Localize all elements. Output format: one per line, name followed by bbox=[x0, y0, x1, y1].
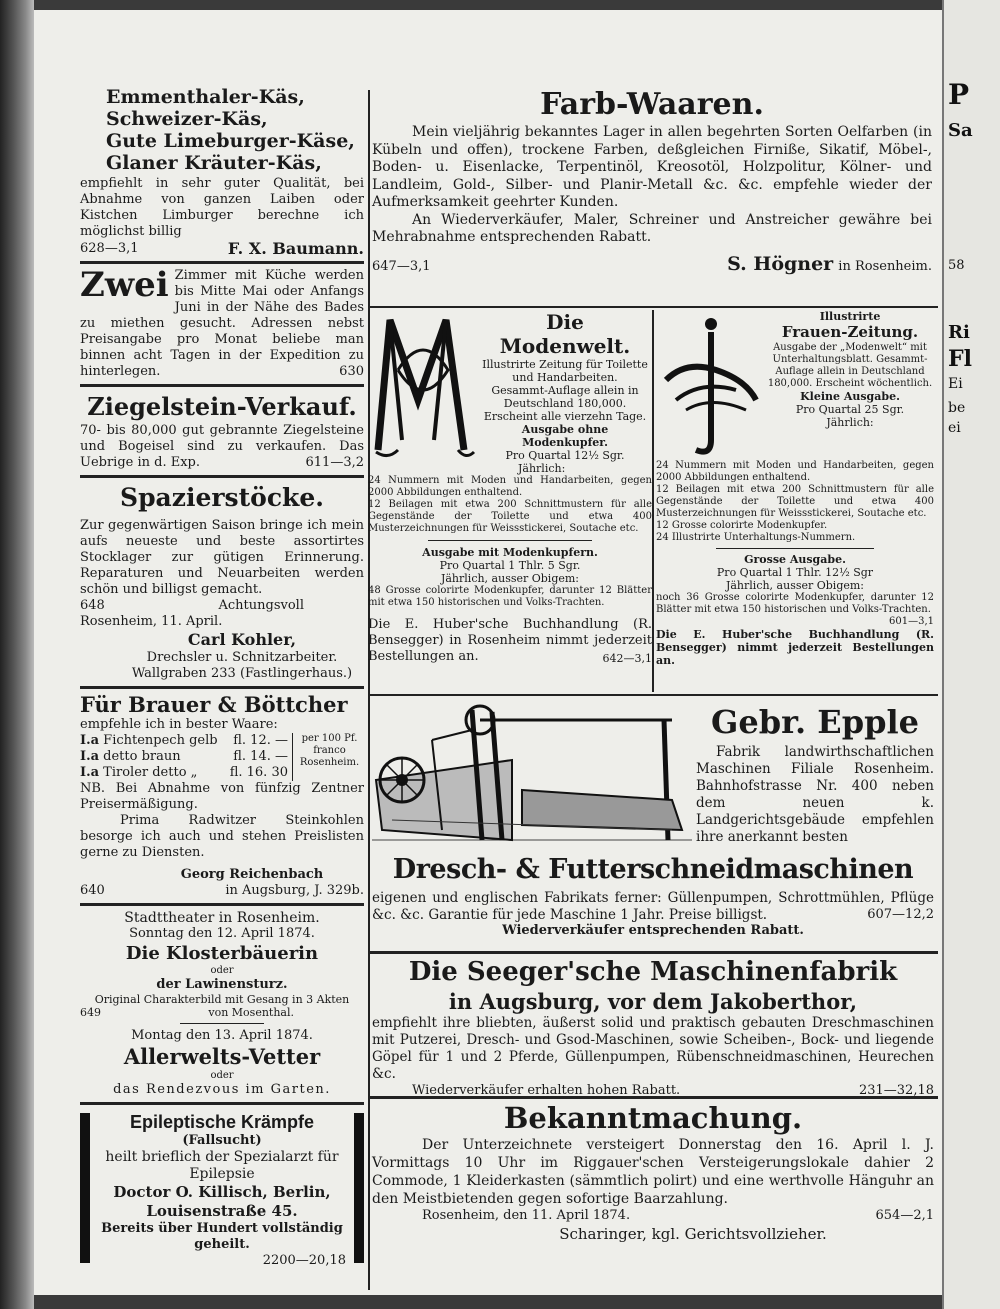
frauen-store: Die E. Huber'sche Buchhandlung (R. Bensegger) nimmt jederzeit Bestellungen an. bbox=[656, 628, 934, 667]
modenwelt-freq: Erscheint alle vierzehn Tage. bbox=[483, 410, 647, 423]
modenwelt-monogram bbox=[368, 310, 478, 460]
ziegel-body: 70- bis 80,000 gut gebrannte Ziegelsteine und Bogeisel sind zu verkaufen. Das Uebrige in d. Exp. bbox=[80, 423, 364, 470]
cheese-signature: F. X. Baumann. bbox=[227, 239, 364, 258]
cheese-line-3: Gute Limeburger-Käse, bbox=[106, 130, 355, 152]
modenwelt-items2: 48 Grosse colorirte Modenkupfer, darunter 12 Blätter mit etwa 150 historischen und Volks-Trachten. bbox=[368, 585, 652, 608]
modenwelt-yearly: Jährlich: bbox=[518, 462, 566, 475]
divider bbox=[80, 261, 364, 264]
epple-body: Fabrik landwirthschaftlichen Maschinen Filiale Rosenheim. Bahnhofstrasse Nr. 400 neben dem neuen k. Landgerichtsgebäude empfehlen ihre anerkannt besten bbox=[696, 744, 934, 845]
black-bar-right bbox=[354, 1113, 364, 1263]
spazier-code: 648 bbox=[80, 598, 105, 613]
frauen-yearly: Jährlich: bbox=[826, 416, 874, 429]
theater-ad bbox=[80, 910, 364, 1098]
brauer-side-note: per 100 Pf. franco Rosenheim. bbox=[292, 733, 364, 781]
farb-title: Farb-Waaren. bbox=[540, 87, 764, 122]
divider bbox=[80, 475, 364, 478]
epilepsy-code: 2200—20,18 bbox=[262, 1253, 346, 1268]
bekannt-code: 654—2,1 bbox=[875, 1208, 934, 1223]
modenwelt-item: 24 Nummern mit Moden und Handarbeiten, gegen 2000 Abbildungen enthaltend. bbox=[368, 475, 652, 498]
farb-place: in Rosenheim. bbox=[838, 258, 932, 274]
farb-body2: An Wiederverkäufer, Maler, Schreiner und Anstreicher gewähre bei Mehrabnahme entsprechenden Rabatt. bbox=[372, 211, 932, 245]
bekannt-body: Der Unterzeichnete versteigert Donnerstag den 16. April l. J. Vormittags 10 Uhr im Riggauer'schen Versteigerungslokale dahier 2 Commode, 1 Kleiderkasten (sämmtlich polirt) und eine werthvolle Hänguhr an den Meistbietenden gegen sofortige Baarzahlung. bbox=[372, 1137, 934, 1207]
theater-date2: Montag den 13. April 1874. bbox=[131, 1028, 313, 1043]
zwei-body: Zimmer mit Küche werden bis Mitte Mai oder Anfangs Juni in der Nähe des Bades zu miethen gesucht. Adressen nebst Preisangabe pro Monat beliebe man binnen acht Tagen in der Expedition zu hinterlegen. bbox=[80, 268, 364, 379]
theater-sub1: der Lawinensturz. bbox=[156, 977, 288, 992]
seeger-rebate: Wiederverkäufer erhalten hohen Rabatt. bbox=[412, 1083, 681, 1098]
frauen-title2: Frauen-Zeitung. bbox=[781, 323, 919, 341]
divider bbox=[368, 306, 938, 308]
farb-ad bbox=[372, 86, 932, 275]
column-rule bbox=[368, 90, 370, 1290]
epple-ad bbox=[372, 700, 934, 939]
theater-desc1: Original Charakterbild mit Gesang in 3 Akten bbox=[94, 993, 350, 1006]
epilepsy-address: Louisenstraße 45. bbox=[146, 1202, 298, 1220]
modenwelt-title: Die Modenwelt. bbox=[499, 310, 631, 358]
zwei-ad bbox=[80, 265, 364, 380]
epilepsy-sub: (Fallsucht) bbox=[182, 1133, 262, 1148]
cheese-code: 628—3,1 bbox=[80, 241, 139, 256]
epilepsy-body1: heilt brieflich der Spezialarzt für Epilepsie bbox=[105, 1149, 339, 1182]
theater-play2: Allerwelts-Vetter bbox=[123, 1044, 321, 1069]
book-spine bbox=[0, 0, 34, 1309]
frauen-price1: Pro Quartal 25 Sgr. bbox=[795, 403, 905, 416]
spazier-title: Spazierstöcke. bbox=[120, 483, 324, 512]
seeger-title: Die Seeger'sche Maschinenfabrik bbox=[408, 957, 898, 987]
brauer-nb: NB. Bei Abnahme von fünfzig Zentner Preisermäßigung. bbox=[80, 781, 364, 812]
brauer-item: I.a Fichtenpech gelb fl. 12. — bbox=[80, 733, 288, 748]
edge-text: Fl bbox=[948, 346, 972, 372]
brauer-coal: Prima Radwitzer Steinkohlen besorge ich auch und stehen Preislisten gerne zu Diensten. bbox=[80, 813, 364, 860]
frauen-monogram bbox=[656, 310, 766, 460]
cheese-line-1: Emmenthaler-Käs, bbox=[106, 86, 305, 108]
edge-text: be bbox=[948, 400, 966, 416]
bekanntmachung-ad bbox=[372, 1100, 934, 1244]
brauer-ad bbox=[80, 693, 364, 899]
brauer-item: I.a detto braun fl. 14. — bbox=[80, 749, 288, 764]
edge-text: Ei bbox=[948, 376, 963, 392]
brauer-name: Georg Reichenbach bbox=[180, 867, 324, 882]
modenwelt-store: Die E. Huber'sche Buchhandlung (R. Bensegger) in Rosenheim nimmt jederzeit Bestellungen an. bbox=[368, 617, 652, 664]
theater-sub2: das Rendezvous im Garten. bbox=[113, 1082, 331, 1097]
frauen-title1: Illustrirte bbox=[819, 310, 881, 323]
theater-code: 649 bbox=[80, 1006, 101, 1019]
epilepsy-body2: Bereits über Hundert vollständig geheilt. bbox=[101, 1221, 343, 1252]
theater-oder2: oder bbox=[210, 1070, 234, 1081]
spazier-trade: Drechsler u. Schnitzarbeiter. bbox=[146, 650, 338, 665]
epple-body2: eigenen und englischen Fabrikats ferner: Güllenpumpen, Schrottmühlen, Pflüge &c. &c. Garantie für jede Maschine 1 Jahr. Preise billigst. bbox=[372, 890, 934, 923]
theater-oder1: oder bbox=[210, 965, 234, 976]
edge-text: 58 bbox=[948, 258, 965, 273]
newspaper-page bbox=[34, 10, 942, 1295]
black-bar-left bbox=[80, 1113, 90, 1263]
bekannt-sig: Scharinger, kgl. Gerichtsvollzieher. bbox=[559, 1225, 827, 1243]
divider bbox=[368, 694, 938, 696]
seeger-body: empfiehlt ihre bliebten, äußerst solid und praktisch gebauten Dreschmaschinen mit Putzerei, Dresch- und Gsod-Maschinen, sowie Scheiben-, Bock- und liegende Göpel für 1 und 2 Pferde, Güllenpumpen, Rübenschneidmaschinen, Heurechen &c. bbox=[372, 1015, 934, 1082]
farb-code: 647—3,1 bbox=[372, 258, 431, 274]
divider bbox=[80, 1102, 364, 1105]
epple-rebate: Wiederverkäufer entsprechenden Rabatt. bbox=[502, 923, 804, 938]
frauen-item: 12 Beilagen mit etwa 200 Schnittmustern für alle Gegenstände der Toilette und etwa 400 Musterzeichnungen für Weissstickerei, Soutache etc. bbox=[656, 484, 934, 519]
modenwelt-price1: Pro Quartal 12½ Sgr. bbox=[505, 449, 625, 462]
seeger-ad bbox=[372, 956, 934, 1099]
frauen-item: 24 Illustrirte Unterhaltungs-Nummern. bbox=[656, 532, 856, 543]
modenwelt-ad bbox=[368, 310, 652, 665]
modenwelt-ed1: Ausgabe ohne Modenkupfer. bbox=[521, 423, 609, 449]
edge-text: ei bbox=[948, 420, 961, 436]
cheese-line-4: Glaner Kräuter-Käs, bbox=[106, 152, 322, 174]
frauen-item: 12 Grosse colorirte Modenkupfer. bbox=[656, 520, 828, 531]
cheese-ad bbox=[80, 86, 364, 257]
ziegel-ad bbox=[80, 391, 364, 471]
spazier-name: Carl Kohler, bbox=[187, 630, 297, 649]
modenwelt-yearly2: Jährlich, ausser Obigem: bbox=[440, 572, 580, 585]
edge-text: P bbox=[948, 78, 970, 111]
adjacent-page-edge bbox=[942, 0, 1000, 1309]
epilepsy-ad bbox=[80, 1109, 364, 1269]
seeger-code: 231—32,18 bbox=[858, 1083, 934, 1098]
spazier-place-date: Rosenheim, 11. April. bbox=[80, 614, 223, 629]
modenwelt-price2: Pro Quartal 1 Thlr. 5 Sgr. bbox=[439, 559, 581, 572]
bekannt-title: Bekanntmachung. bbox=[503, 1101, 803, 1135]
frauen-ed2: Grosse Ausgabe. bbox=[744, 553, 846, 566]
modenwelt-circ: Gesammt-Auflage allein in Deutschland 180,000. bbox=[491, 384, 639, 410]
theater-title: Stadttheater in Rosenheim. bbox=[124, 910, 320, 926]
modenwelt-sub: Illustrirte Zeitung für Toilette und Handarbeiten. bbox=[482, 358, 648, 384]
farb-body: Mein vieljährig bekanntes Lager in allen begehrten Sorten Oelfarben (in Kübeln und offen), trockene Farben, deßgleichen Firniße, Sikatif, Möbel-, Boden- u. Eisenlacke, Terpentinöl, Kreosotöl, Holzpolitur, Kölner- und Landleim, Gold-, Silber- und Planir-Metall &c. &c. empfehle wieder der Aufmerksamkeit geehrter Kunden. bbox=[372, 124, 932, 210]
brauer-item: I.a Tiroler detto „ fl. 16. 30 bbox=[80, 765, 288, 780]
frauen-ed1: Kleine Ausgabe. bbox=[800, 390, 900, 403]
cheese-body: empfiehlt in sehr guter Qualität, bei Abnahme von ganzen Laiben oder Kistchen Limburger berechne ich möglichst billig bbox=[80, 176, 364, 239]
frauen-code: 601—3,1 bbox=[889, 616, 934, 627]
cheese-line-2: Schweizer-Käs, bbox=[106, 108, 268, 130]
epple-code: 607—12,2 bbox=[867, 907, 934, 922]
divider bbox=[428, 540, 592, 541]
theater-author1: von Mosenthal. bbox=[208, 1006, 294, 1019]
brauer-code: 640 bbox=[80, 883, 105, 898]
epple-big: Dresch- & Futterschneidmaschinen bbox=[392, 854, 914, 885]
divider bbox=[716, 548, 874, 549]
epple-title: Gebr. Epple bbox=[711, 703, 919, 741]
epilepsy-title: Epileptische Krämpfe bbox=[129, 1112, 315, 1132]
modenwelt-item: 12 Beilagen mit etwa 200 Schnittmustern für alle Gegenstände der Toilette und etwa 400 Musterzeichnungen für Weissstickerei, Soutache etc. bbox=[368, 499, 652, 534]
frauen-ad bbox=[656, 310, 934, 667]
zwei-big: Zwei bbox=[80, 265, 169, 305]
brauer-address: in Augsburg, J. 329b. bbox=[225, 883, 364, 898]
divider bbox=[80, 903, 364, 906]
column-rule bbox=[652, 310, 654, 692]
threshing-machine-illustration bbox=[372, 700, 692, 850]
frauen-price2: Pro Quartal 1 Thlr. 12½ Sgr bbox=[716, 566, 874, 579]
spazier-closing: Achtungsvoll bbox=[218, 598, 304, 613]
divider bbox=[80, 686, 364, 689]
divider bbox=[368, 1096, 938, 1099]
divider bbox=[80, 384, 364, 387]
frauen-yearly2: Jährlich, ausser Obigem: bbox=[725, 579, 865, 592]
zwei-code: 630 bbox=[339, 364, 364, 379]
edge-text: Sa bbox=[948, 120, 973, 141]
modenwelt-code: 642—3,1 bbox=[602, 652, 652, 665]
divider bbox=[368, 951, 938, 954]
modenwelt-ed2: Ausgabe mit Modenkupfern. bbox=[422, 546, 598, 559]
theater-play1: Die Klosterbäuerin bbox=[125, 943, 319, 964]
seeger-sub: in Augsburg, vor dem Jakoberthor, bbox=[448, 989, 858, 1014]
theater-date1: Sonntag den 12. April 1874. bbox=[129, 926, 315, 941]
farb-name: S. Högner bbox=[727, 252, 834, 275]
frauen-items2: noch 36 Grosse colorirte Modenkupfer, darunter 12 Blätter mit etwa 150 historischen und Volks-Trachten. bbox=[656, 592, 934, 615]
bekannt-place-date: Rosenheim, den 11. April 1874. bbox=[422, 1208, 631, 1223]
epilepsy-doctor: Doctor O. Killisch, Berlin, bbox=[113, 1183, 331, 1201]
divider bbox=[180, 1023, 264, 1024]
frauen-body: Ausgabe der „Modenwelt“ mit Unterhaltungsblatt. Gesammt-Auflage allein in Deutschland 180,000. Erscheint wöchentlich. bbox=[767, 342, 933, 389]
left-column bbox=[80, 86, 364, 1269]
brauer-title: Für Brauer & Böttcher bbox=[80, 692, 348, 717]
frauen-item: 24 Nummern mit Moden und Handarbeiten, gegen 2000 Abbildungen enthaltend. bbox=[656, 460, 934, 483]
ziegel-code: 611—3,2 bbox=[305, 455, 364, 470]
edge-text: Ri bbox=[948, 322, 970, 343]
spazier-address: Wallgraben 233 (Fastlingerhaus.) bbox=[131, 666, 353, 681]
spazier-body: Zur gegenwärtigen Saison bringe ich mein aufs neueste und beste assortirtes Stocklager zur gütigen Erinnerung. Reparaturen und Neuarbeiten werden schön und billigst gemacht. bbox=[80, 518, 364, 597]
ziegel-title: Ziegelstein-Verkauf. bbox=[87, 392, 357, 421]
brauer-intro: empfehle ich in bester Waare: bbox=[80, 717, 278, 732]
spazier-ad bbox=[80, 482, 364, 682]
